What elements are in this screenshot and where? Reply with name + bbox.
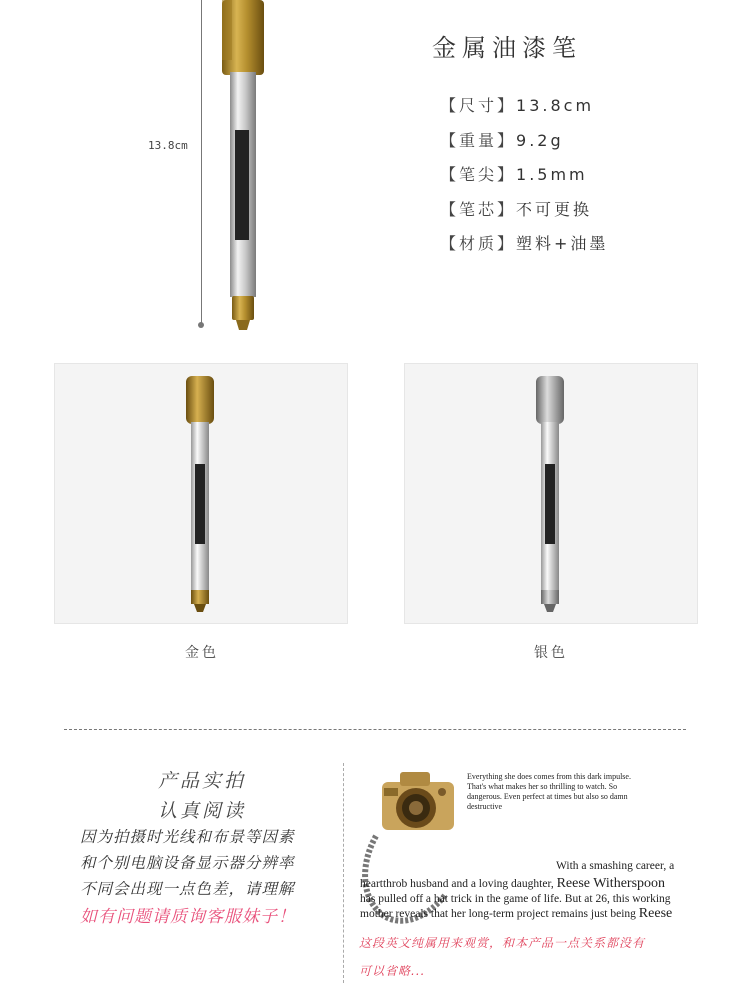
- product-title: 金属油漆笔: [432, 34, 582, 62]
- vertical-divider: [343, 763, 344, 983]
- spec-row-tip: 【笔尖】1.5mm: [440, 165, 588, 184]
- spec-row-refill: 【笔芯】不可更换: [440, 199, 593, 219]
- magazine-line-1: With a smashing career, a: [556, 860, 675, 872]
- magazine-line-3: has pulled off a hat trick in the game of life. But at 26, this working: [360, 893, 671, 905]
- gold-pen-image: [180, 374, 220, 614]
- silver-variant-card[interactable]: [404, 363, 698, 624]
- silver-variant-label: 银色: [534, 645, 568, 661]
- notice-line-4: 如有问题请质询客服妹子！: [80, 907, 296, 927]
- notice-heading-2: 认真阅读: [158, 800, 247, 822]
- measurement-label: 13.8cm: [148, 139, 188, 152]
- silver-pen-image: [530, 374, 570, 614]
- gold-variant-label: 金色: [185, 645, 219, 661]
- measurement-end-dot: [198, 322, 204, 328]
- magazine-line-4: mother reveals that her long-term project remains just being Reese: [360, 906, 673, 921]
- spec-list: [440, 96, 608, 269]
- measurement-line: [201, 0, 202, 325]
- section-divider: [64, 729, 686, 730]
- magazine-note-2: 可以省略...: [359, 964, 426, 978]
- notice-line-1: 因为拍摄时光线和布景等因素: [80, 828, 295, 846]
- spec-row-weight: 【重量】9.2g: [440, 130, 564, 150]
- gold-variant-card[interactable]: [54, 363, 348, 624]
- magazine-line-2: heartthrob husband and a loving daughter, Reese Witherspoon: [360, 876, 666, 891]
- notice-heading-1: 产品实拍: [158, 770, 247, 792]
- spec-row-material: 【材质】塑料+油墨: [440, 234, 609, 253]
- notice-line-2: 和个别电脑设备显示器分辨率: [80, 854, 295, 872]
- spec-row-size: 【尺寸】13.8cm: [440, 96, 595, 115]
- gold-pen-large-image: [218, 0, 268, 330]
- magazine-blurb: Everything she does comes from this dark impulse. That's what makes her so thrilling to watch. So dangerous. Even perfect at times but also so damn destructive: [467, 772, 631, 811]
- magazine-note-1: 这段英文纯属用来观赏，和本产品一点关系都没有: [359, 936, 646, 950]
- notice-line-3: 不同会出现一点色差，请理解: [80, 880, 295, 898]
